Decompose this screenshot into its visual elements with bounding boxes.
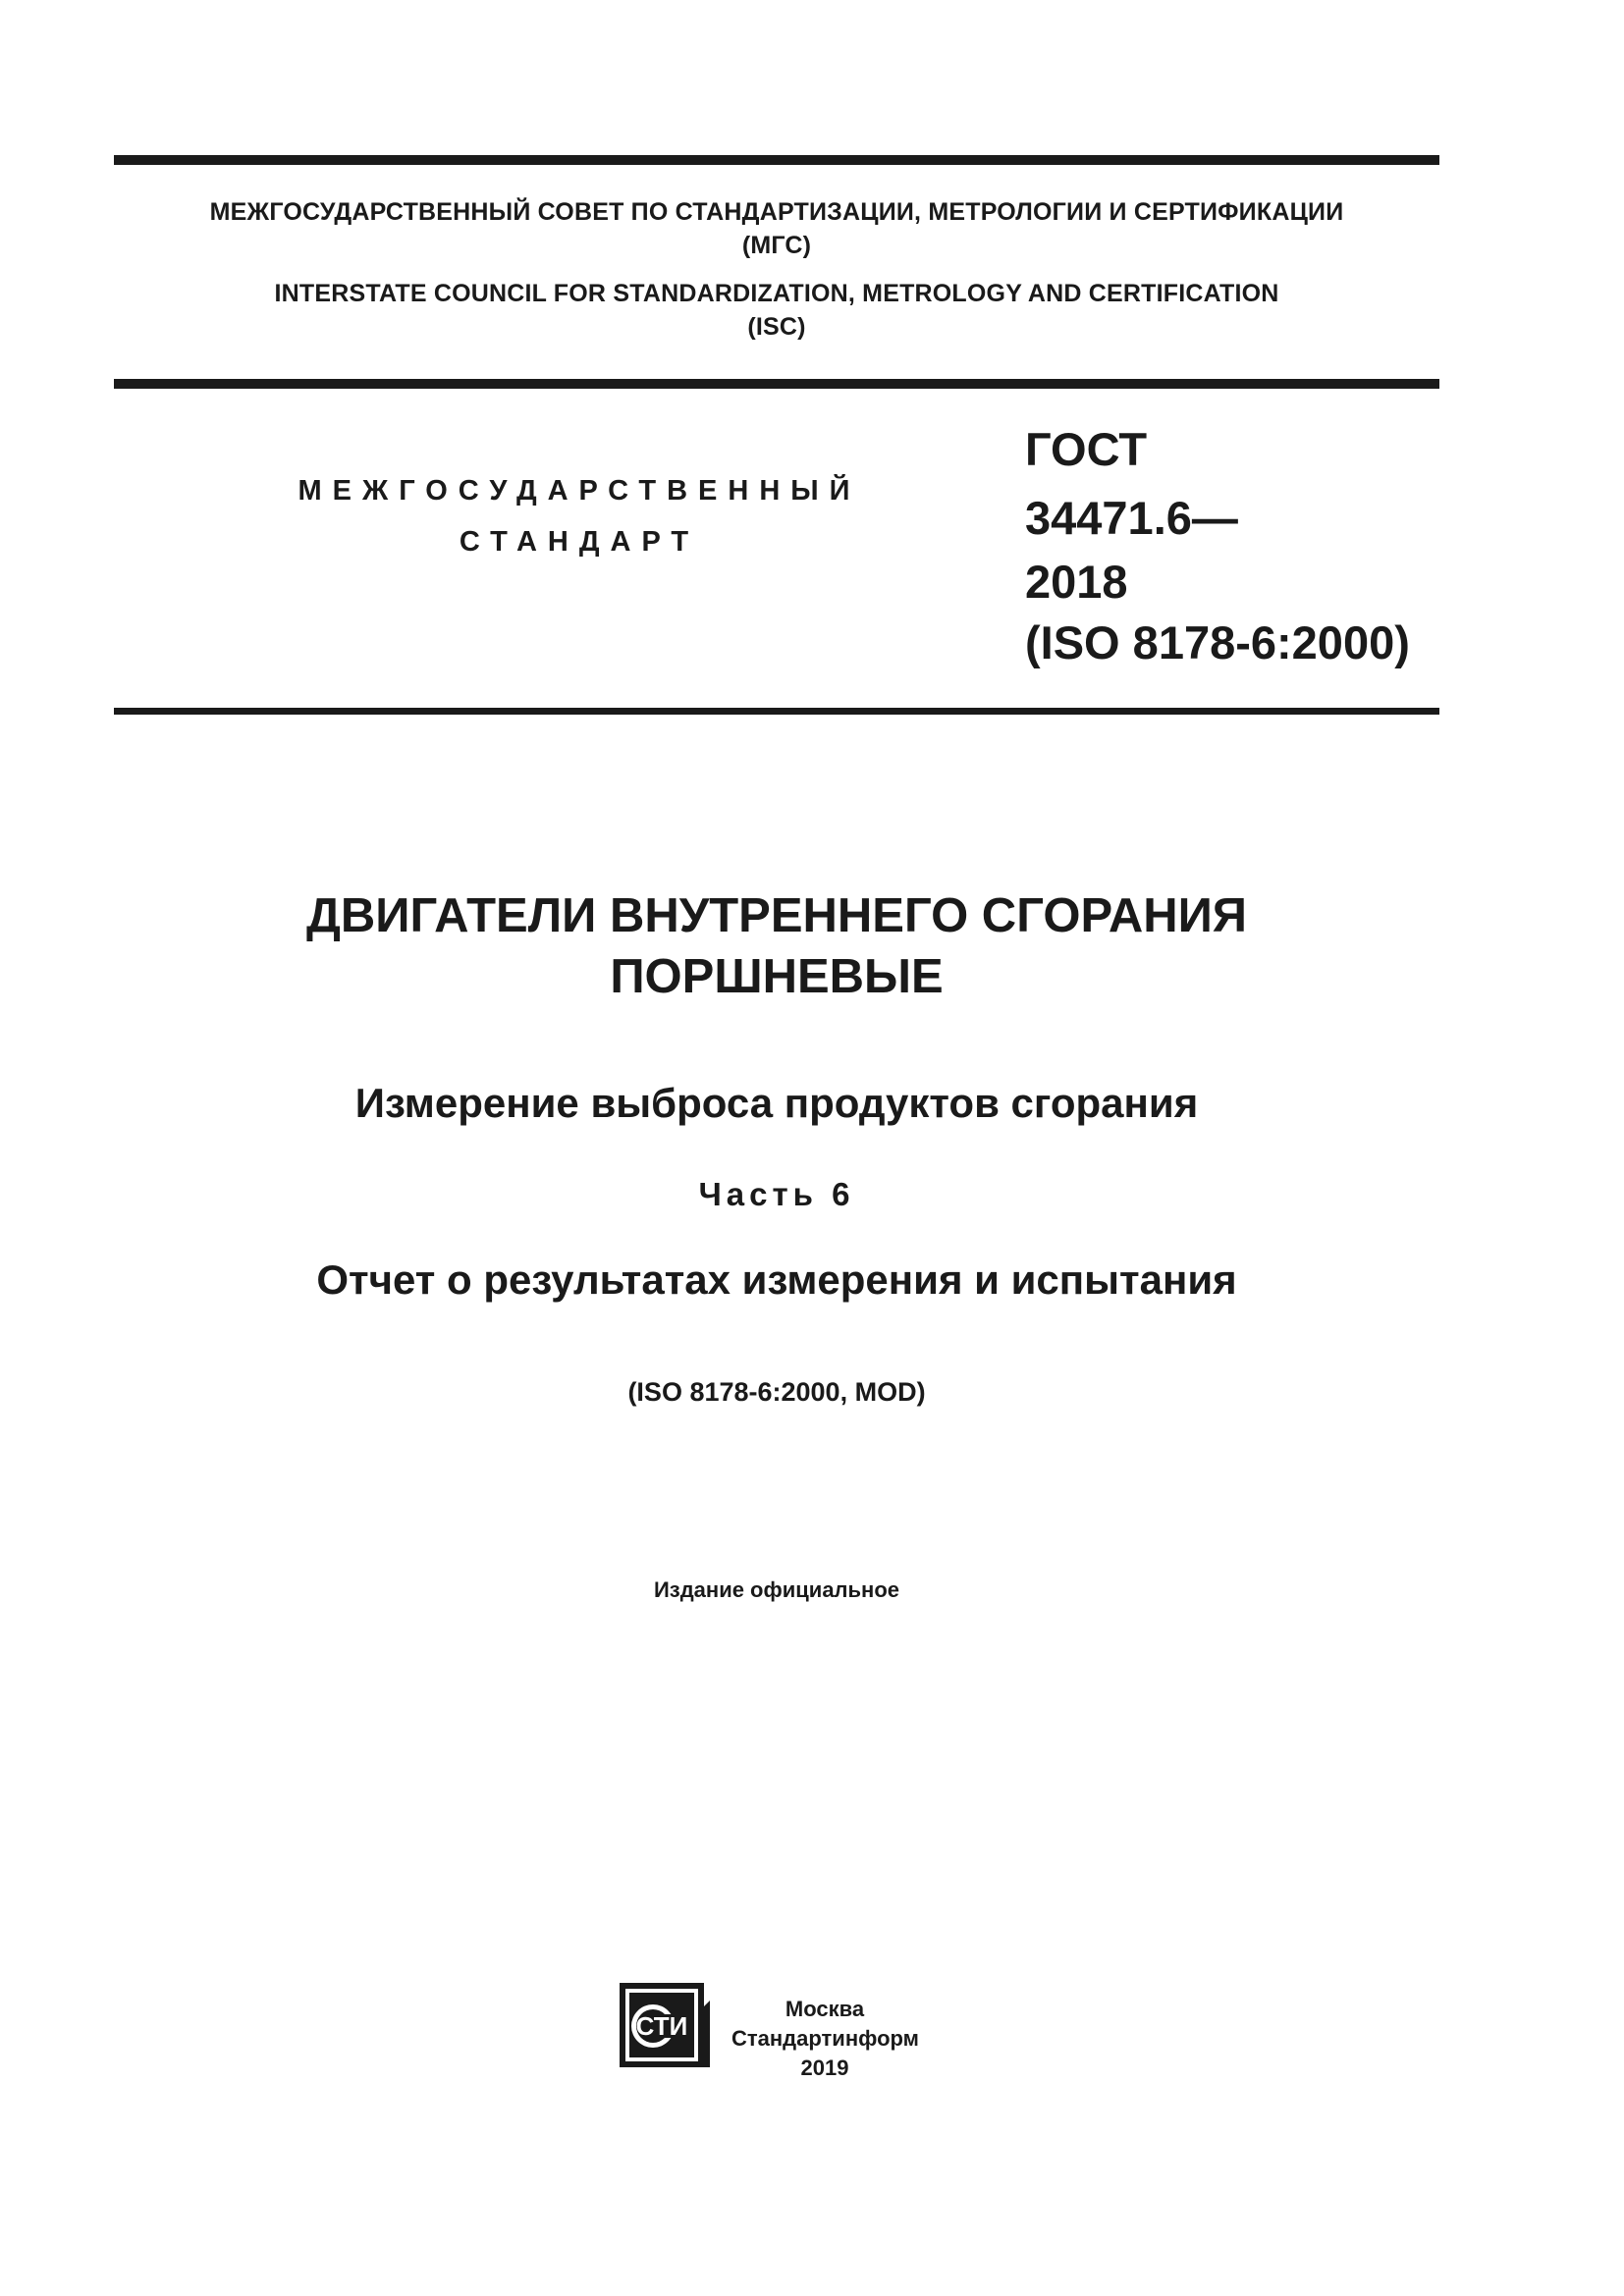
part-title: Отчет о результатах измерения и испытания (316, 1256, 1237, 1303)
bottom-rule (114, 708, 1439, 715)
standard-type-line1: МЕЖГОСУДАРСТВЕННЫЙ (298, 475, 861, 507)
edition-label: Издание официальное (653, 1577, 900, 1602)
document-subtitle: Измерение выброса продуктов сгорания (354, 1080, 1199, 1126)
document-title-line1: ДВИГАТЕЛИ ВНУТРЕННЕГО СГОРАНИЯ (305, 889, 1248, 942)
part-number: Часть 6 (698, 1176, 855, 1212)
document-title-line2: ПОРШНЕВЫЕ (610, 950, 944, 1003)
top-rule (114, 155, 1439, 165)
gost-label: ГОСТ (1025, 423, 1148, 475)
gost-number: 34471.6— (1025, 492, 1238, 544)
iso-designation: (ISO 8178-6:2000) (1025, 616, 1410, 668)
council-abbr-ru: (МГС) (741, 232, 812, 259)
publisher-logo-icon (616, 1979, 714, 2073)
council-name-en: INTERSTATE COUNCIL FOR STANDARDIZATION, METROLOGY AND CERTIFICATION (274, 280, 1279, 307)
gost-year: 2018 (1025, 556, 1128, 608)
standard-type-line2: СТАНДАРТ (459, 526, 700, 558)
council-name-ru: МЕЖГОСУДАРСТВЕННЫЙ СОВЕТ ПО СТАНДАРТИЗАЦИИ, МЕТРОЛОГИИ И СЕРТИФИКАЦИИ (209, 198, 1344, 226)
publisher-logo-text: СТИ (635, 2011, 688, 2041)
iso-reference: (ISO 8178-6:2000, MOD) (627, 1377, 926, 1407)
publisher-name: Стандартинформ (731, 2026, 919, 2051)
publisher-year: 2019 (800, 2056, 849, 2080)
council-abbr-en: (ISC) (747, 313, 806, 341)
middle-rule (114, 379, 1439, 389)
publisher-city: Москва (785, 1997, 865, 2021)
